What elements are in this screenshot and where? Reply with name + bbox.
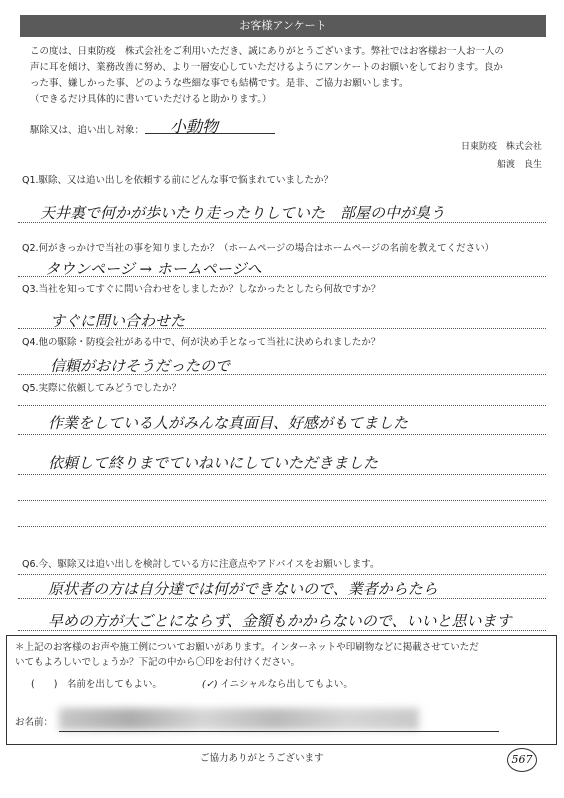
question-2: Q2.何がきっかけで当社の事を知りましたか？（ホームページの場合はホームページの名前を教えてください） xyxy=(22,243,495,254)
target-underline xyxy=(145,133,275,134)
answer-6b: 早めの方が大ごとにならず、金額もかからないので、いいと思います xyxy=(48,612,512,630)
answer-5a: 作業をしている人がみんな真面目、好感がもてました xyxy=(48,414,409,432)
name-underline xyxy=(59,731,499,732)
name-redacted xyxy=(59,708,419,730)
option-name-ok[interactable]: ( ) 名前を出してもよい。 xyxy=(31,679,162,690)
answer-line xyxy=(18,574,546,575)
answer-line xyxy=(18,276,546,277)
checkmark: (✓) xyxy=(202,679,218,690)
answer-5b: 依頼して終りまでていねいにしていただきました xyxy=(48,454,379,472)
option-initial-label: イニシャルなら出してもよい。 xyxy=(220,679,353,690)
survey-title-bar xyxy=(20,15,546,37)
question-1: Q1.駆除、又は追い出しを依頼する前にどんな事で悩まれていましたか？ xyxy=(22,175,334,186)
intro-text xyxy=(30,44,550,108)
option-initial-ok[interactable] xyxy=(202,676,353,690)
name-label: お名前： xyxy=(15,717,54,728)
survey-title: お客様アンケート xyxy=(239,19,327,32)
answer-line xyxy=(18,526,546,527)
question-3: Q3.当社を知ってすぐに問い合わせをしましたか？しなかったとしたら何故ですか？ xyxy=(22,284,381,295)
consent-line: ＊上記のお客様のお声や施工例についてお願いがあります。インターネットや印刷物などに掲載させていただ xyxy=(15,642,479,653)
answer-2: タウンページ → ホームページへ xyxy=(45,260,262,278)
answer-line xyxy=(18,222,546,223)
answer-line xyxy=(18,500,546,501)
answer-line xyxy=(18,434,546,435)
target-value: 小動物 xyxy=(170,117,219,136)
answer-4: 信頼がおけそうだったので xyxy=(50,357,231,375)
question-4: Q4.他の駆除・防疫会社がある中で、何が決め手となって当社に決められましたか？ xyxy=(22,337,381,348)
consent-text xyxy=(15,640,550,670)
answer-line xyxy=(18,630,546,631)
answer-6a: 原状者の方は自分達では何ができないので、業者からたら xyxy=(48,580,438,598)
answer-1: 天井裏で何かが歩いたり走ったりしていた 部屋の中が臭う xyxy=(40,204,446,222)
answer-line xyxy=(18,405,546,406)
consent-line: いてもよろしいでしょうか？下記の中から〇印をお付けください。 xyxy=(15,657,301,668)
intro-line: この度は、日東防疫 株式会社をご利用いただき、誠にありがとうございます。弊社ではお客様お一人お一人の xyxy=(30,46,504,57)
company-name: 日東防疫 株式会社 xyxy=(460,142,542,152)
intro-line: った事、嫌しかった事、どのような些細な事でも結構です。是非、ご協力お願いします。 xyxy=(30,78,409,89)
question-6: Q6.今、駆除又は追い出しを検討している方に注意点やアドバイスをお願いします。 xyxy=(22,559,380,570)
intro-line: （できるだけ具体的に書いていただけると助かります。） xyxy=(30,94,272,105)
answer-line xyxy=(18,598,546,599)
thanks-text: ご協力ありがとうございます xyxy=(200,753,324,764)
answer-line xyxy=(18,374,546,375)
target-label: 駆除又は、追い出し対象： xyxy=(30,125,145,136)
company-block xyxy=(461,138,542,174)
answer-line xyxy=(18,328,546,329)
consent-box xyxy=(6,635,557,745)
intro-line: 声に耳を傾け、業務改善に努め、より一層安心していただけるようにアンケートのお願いをしております。良か xyxy=(30,62,503,73)
question-5: Q5.実際に依頼してみどうでしたか？ xyxy=(22,383,182,394)
page-number: 567 xyxy=(507,748,537,772)
answer-line xyxy=(18,474,546,475)
company-person: 船渡 良生 xyxy=(496,160,542,170)
answer-3: すぐに問い合わせた xyxy=(50,312,186,330)
